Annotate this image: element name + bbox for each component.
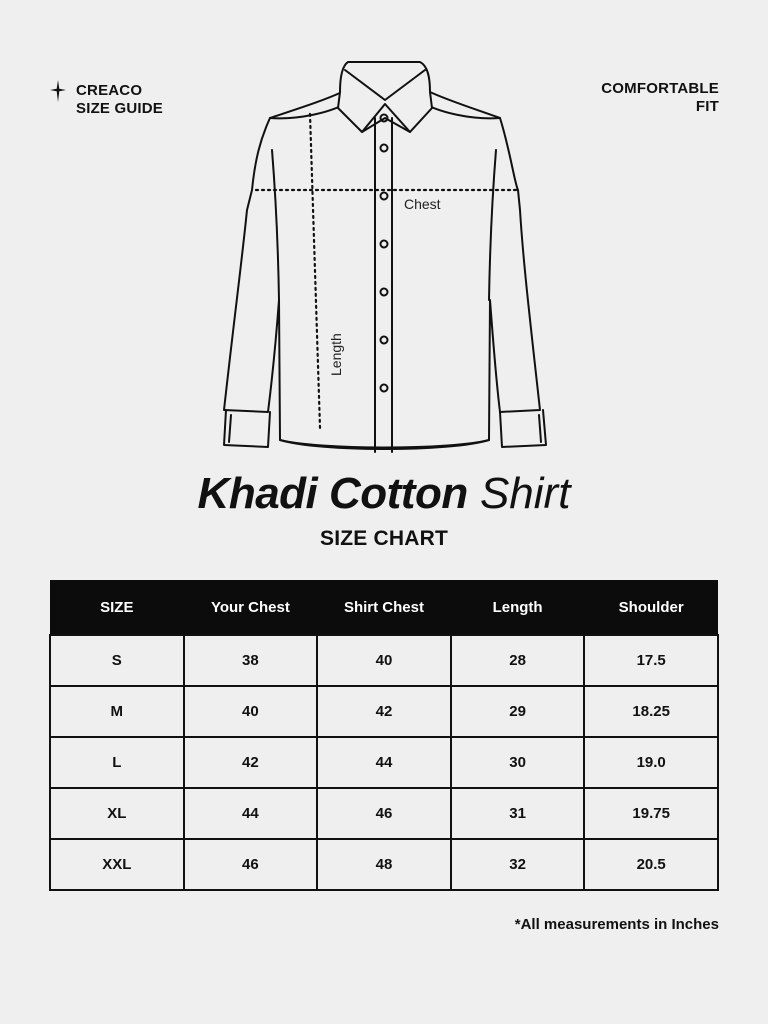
header-size: SIZE <box>50 580 184 635</box>
size-chart-table <box>49 580 719 891</box>
cell-shirt-chest: 46 <box>317 788 451 839</box>
size-chart-heading: SIZE CHART <box>320 527 448 550</box>
cell-shoulder: 18.25 <box>584 686 718 737</box>
cell-shirt-chest: 42 <box>317 686 451 737</box>
shirt-drawing <box>212 55 556 460</box>
fit-label-line2: FIT <box>695 98 719 115</box>
product-title <box>0 468 768 520</box>
cell-shirt-chest: 40 <box>317 635 451 686</box>
cell-size: M <box>50 686 184 737</box>
cell-length: 31 <box>451 788 585 839</box>
table-row <box>50 737 718 788</box>
product-title-light: Shirt <box>479 469 571 518</box>
header-your-chest: Your Chest <box>184 580 318 635</box>
table-row <box>50 635 718 686</box>
table-row <box>50 788 718 839</box>
brand-block <box>50 82 163 118</box>
cell-your-chest: 42 <box>184 737 318 788</box>
cell-your-chest: 38 <box>184 635 318 686</box>
cell-shoulder: 20.5 <box>584 839 718 890</box>
cell-size: XXL <box>50 839 184 890</box>
cell-shoulder: 19.75 <box>584 788 718 839</box>
brand-name: CREACO <box>76 82 143 99</box>
cell-shoulder: 19.0 <box>584 737 718 788</box>
cell-your-chest: 44 <box>184 788 318 839</box>
header-shirt-chest: Shirt Chest <box>317 580 451 635</box>
fit-label-line1: COMFORTABLE <box>601 80 719 97</box>
cell-length: 32 <box>451 839 585 890</box>
chest-label: Chest <box>404 196 441 212</box>
cell-shoulder: 17.5 <box>584 635 718 686</box>
brand-subtitle: SIZE GUIDE <box>76 100 164 117</box>
cell-your-chest: 46 <box>184 839 318 890</box>
length-label: Length <box>328 333 344 376</box>
fit-label <box>601 80 719 116</box>
sparkle-icon <box>50 80 66 102</box>
cell-size: S <box>50 635 184 686</box>
shirt-illustration <box>212 55 556 460</box>
cell-size: L <box>50 737 184 788</box>
cell-shirt-chest: 44 <box>317 737 451 788</box>
header-shoulder: Shoulder <box>584 580 718 635</box>
cell-size: XL <box>50 788 184 839</box>
table-row <box>50 686 718 737</box>
product-title-bold: Khadi Cotton <box>197 469 468 518</box>
cell-length: 29 <box>451 686 585 737</box>
cell-length: 30 <box>451 737 585 788</box>
header-length: Length <box>451 580 585 635</box>
cell-shirt-chest: 48 <box>317 839 451 890</box>
cell-length: 28 <box>451 635 585 686</box>
cell-your-chest: 40 <box>184 686 318 737</box>
table-header-row <box>50 580 718 635</box>
measurement-note: *All measurements in Inches <box>514 916 719 933</box>
table-row <box>50 839 718 890</box>
